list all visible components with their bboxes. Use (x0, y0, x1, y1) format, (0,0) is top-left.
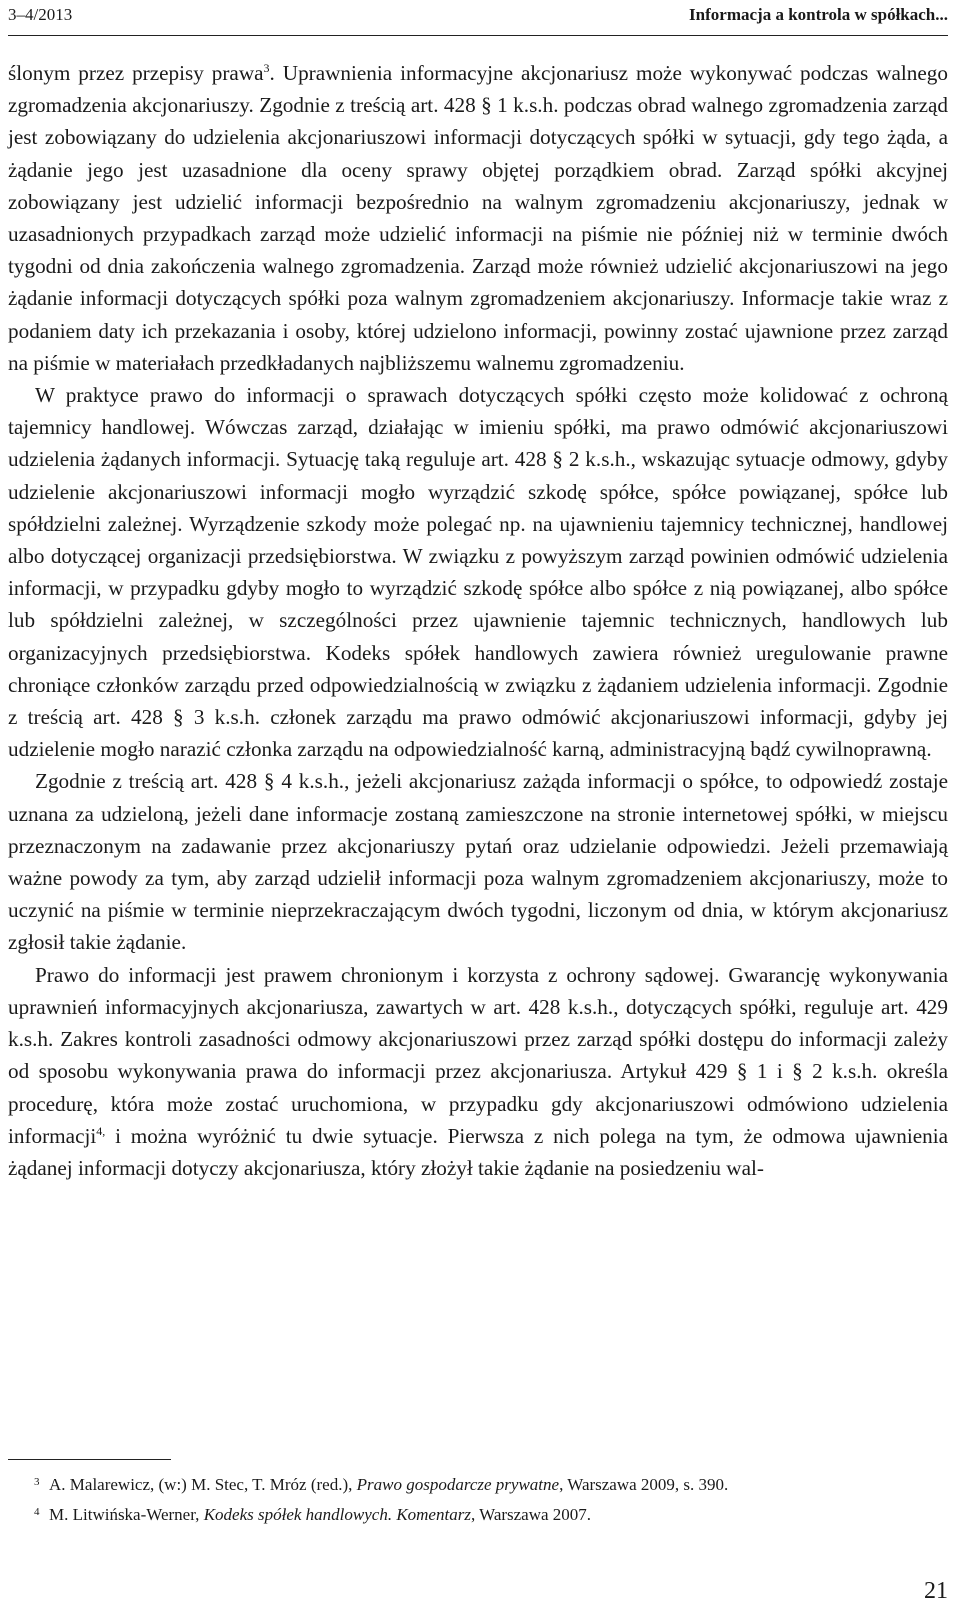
footnote-text: M. Litwińska-Werner, (49, 1505, 204, 1524)
page-number: 21 (924, 1578, 948, 1604)
footnote-title: Kodeks spółek handlowych. Komentarz (203, 1505, 471, 1524)
issue-number: 3–4/2013 (8, 5, 73, 24)
paragraph-4-text: Prawo do informacji jest prawem chronionym i korzysta z ochrony sądowej. Gwarancję wykonywania uprawnień informacyjnych akcjonariusza, zawartych w art. 428 k.s.h., dotyczących spółki, reguluje art. 429 k.s.h. Zakres kontroli zasadności odmowy akcjonariuszowi przez zarząd spółki dostępu do informacji zależy od sposobu wykonywania prawa do informacji przez akcjonariusza. Artykuł 429 § 1 i § 2 k.s.h. określa procedurę, która może zostać uruchomiona, w przypadku gdy akcjonariuszowi odmówiono udzielenia informacji (8, 962, 948, 1148)
paragraph-4 (8, 959, 948, 1184)
footnote-text-end: , Warszawa 2009, s. 390. (559, 1475, 729, 1494)
footnote-rule (8, 1459, 171, 1460)
footnote-ref-3: 3 (263, 60, 270, 75)
footnotes (36, 1470, 946, 1530)
footnote-number: 4 (34, 1506, 40, 1518)
footnote-title: Prawo gospodarcze prywatne (356, 1475, 560, 1494)
paragraph-1-text-cont: . Uprawnienia informacyjne akcjonariusz może wykonywać podczas walnego zgromadzenia akcjonariuszy. Zgodnie z treścią art. 428 § 1 k.s.h. podczas obrad walnego zgromadzenia zarząd jest zobowiązany do udzielenia akcjonariuszowi informacji dotyczących spółki w sytuacji, gdy tego żąda, a żądanie jego jest uzasadnione dla oceny sprawy objętej porządkiem obrad. Zarząd spółki akcyjnej zobowiązany jest udzielić informacji bezpośrednio na walnym zgromadzeniu akcjonariuszy, jednak w uzasadnionych przypadkach zarząd może udzielić informacji na piśmie nie później niż w terminie dwóch tygodni od dnia zakończenia walnego zgromadzenia. Zarząd może również udzielić akcjonariuszowi na jego żądanie informacji dotyczących spółki poza walnym zgromadzeniem akcjonariuszy. Informacje takie wraz z podaniem daty ich przekazania i osoby, której udzielono informacji, powinny zostać ujawnione przez zarząd na piśmie w materiałach przedkładanych najbliższemu walnemu zgromadzeniu. (8, 61, 948, 375)
paragraph-1-text: ślonym przez przepisy prawa (8, 61, 264, 85)
footnote-text: A. Malarewicz, (w:) M. Stec, T. Mróz (red.), (49, 1475, 357, 1494)
footnote-3 (36, 1470, 946, 1500)
footnote-4 (36, 1500, 946, 1530)
paragraph-4-text-cont: i można wyróżnić tu dwie sytuacje. Pierwsza z nich polega na tym, że odmowa ujawnienia żądanej informacji dotyczy akcjonariusza, który złożył takie żądanie na posiedzeniu wal- (8, 1123, 948, 1180)
footnote-ref-4: 4, (96, 1123, 106, 1138)
running-header (8, 2, 948, 28)
header-rule (8, 35, 948, 36)
body-text (8, 57, 948, 1184)
paragraph-1 (8, 57, 948, 379)
running-title: Informacja a kontrola w spółkach... (689, 5, 948, 24)
paragraph-3: Zgodnie z treścią art. 428 § 4 k.s.h., jeżeli akcjonariusz zażąda informacji o spółce, to odpowiedź zostaje uznana za udzieloną, jeżeli dane informacje zostaną zamieszczone na stronie internetowej spółki, w miejscu przeznaczonym na zadawanie przez akcjonariuszy pytań oraz udzielanie odpowiedzi. Jeżeli przemawiają ważne powody za tym, aby zarząd udzielił informacji poza walnym zgromadzeniem akcjonariuszy, może to uczynić na piśmie w terminie nieprzekraczającym dwóch tygodni, liczonym od dnia, w którym akcjonariusz zgłosił takie żądanie. (8, 769, 948, 955)
paragraph-2: W praktyce prawo do informacji o sprawach dotyczących spółki często może kolidować z ochroną tajemnicy handlowej. Wówczas zarząd, działając w imieniu spółki, ma prawo odmówić akcjonariuszowi udzielenia żądanych informacji. Sytuację taką reguluje art. 428 § 2 k.s.h., wskazując sytuacje odmowy, gdyby udzielenie akcjonariuszowi informacji mogło wyrządzić szkodę spółce, spółce powiązanej, spółce lub spółdzielni zależnej. Wyrządzenie szkody może polegać np. na ujawnieniu tajemnicy technicznej, handlowej albo dotyczącej organizacji przedsiębiorstwa. W związku z powyższym zarząd powinien odmówić udzielenia informacji, w przypadku gdyby mogło to wyrządzić szkodę spółce albo spółce z nią powiązanej, albo spółce lub spółdzielni zależnej, w szczególności przez ujawnienie tajemnic technicznych, handlowych lub organizacyjnych przedsiębiorstwa. Kodeks spółek handlowych zawiera również uregulowanie prawne chroniące członków zarządu przed odpowiedzialnością w związku z żądaniem udzielenia informacji. Zgodnie z treścią art. 428 § 3 k.s.h. członek zarządu ma prawo odmówić akcjonariuszowi informacji, gdyby jej udzielenie mogło narazić członka zarządu na odpowiedzialność karną, administracyjną bądź cywilnoprawną. (8, 383, 948, 762)
footnote-number: 3 (34, 1476, 40, 1488)
footnote-text-end: , Warszawa 2007. (470, 1505, 592, 1524)
